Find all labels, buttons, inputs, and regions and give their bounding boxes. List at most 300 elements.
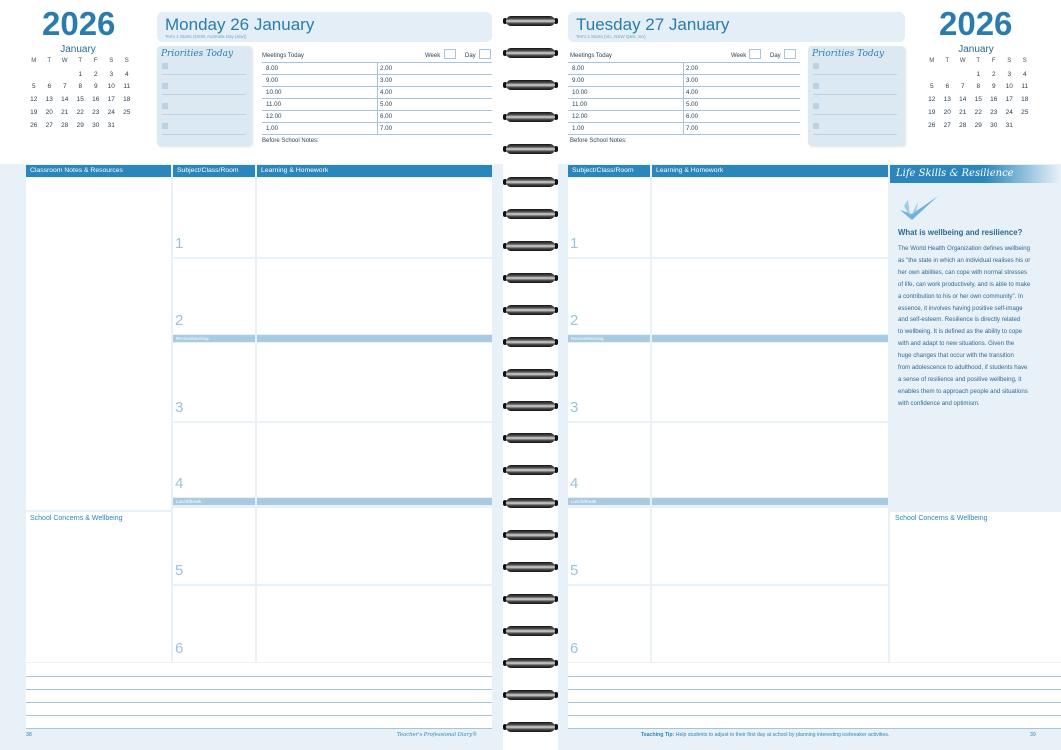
priority-bullet-icon xyxy=(162,63,168,69)
calendar-day[interactable]: 9 xyxy=(991,83,996,91)
spiral-ring xyxy=(503,273,558,283)
ring-wire xyxy=(506,177,555,187)
notes-line xyxy=(26,715,492,716)
calendar-day[interactable]: 27 xyxy=(943,121,951,129)
life-skills-line: her own abilities, can cope with normal stresses xyxy=(898,268,1028,276)
calendar-week-row xyxy=(924,93,1033,106)
right-mini-calendar xyxy=(924,55,1033,132)
life-skills-line: of life, can work productively, and is able to make xyxy=(898,280,1031,288)
notes-reflections-area[interactable] xyxy=(568,663,1061,729)
life-skills-line: essence, it involves having positive self-image xyxy=(898,304,1023,312)
spiral-ring xyxy=(503,626,558,636)
life-skills-line: with confidence and optimism. xyxy=(898,399,980,407)
calendar-weekday: W xyxy=(959,58,966,65)
meeting-time: 9.00 xyxy=(572,77,585,84)
calendar-day[interactable]: 7 xyxy=(960,83,965,91)
notes-line xyxy=(26,676,492,677)
ring-wire xyxy=(506,722,555,732)
calendar-weekday: F xyxy=(991,58,996,65)
period-number: 5 xyxy=(175,562,184,579)
period-learning-cell[interactable] xyxy=(257,343,492,421)
meeting-time: 5.00 xyxy=(380,101,393,108)
left-footer-brand: Teacher's Professional Diary® xyxy=(397,732,478,738)
calendar-day[interactable]: 18 xyxy=(1021,96,1029,104)
calendar-day[interactable]: 16 xyxy=(990,96,998,104)
calendar-day[interactable]: 5 xyxy=(929,83,934,91)
meeting-line[interactable] xyxy=(568,134,800,135)
calendar-weekday: T xyxy=(976,58,981,65)
left-term-note: Term 1 Starts (NSW, Australia Day (a/w)) xyxy=(165,34,247,39)
calendar-weekday: S xyxy=(1007,58,1012,65)
calendar-day[interactable]: 10 xyxy=(107,83,115,91)
calendar-weekday: S xyxy=(1022,58,1027,65)
ring-wire xyxy=(506,433,555,443)
recess-bar: Recess/Morning xyxy=(173,335,255,342)
calendar-weekday-row xyxy=(924,55,1033,68)
checkmark-icon xyxy=(898,192,940,224)
calendar-day[interactable]: 8 xyxy=(976,83,981,91)
lunch-learning-bar xyxy=(652,498,888,505)
life-skills-heading: What is wellbeing and resilience? xyxy=(898,228,1023,237)
calendar-weekday: T xyxy=(47,58,52,65)
right-priorities-title: Priorities Today xyxy=(812,49,885,59)
ring-wire xyxy=(506,112,555,122)
left-learning-header: Learning & Homework xyxy=(257,165,492,177)
period-learning-cell[interactable] xyxy=(257,508,492,584)
period-subject-cell[interactable] xyxy=(568,343,650,421)
right-concerns-area[interactable] xyxy=(890,512,1061,662)
meeting-time: 10.00 xyxy=(572,89,588,96)
meeting-time: 4.00 xyxy=(380,89,393,96)
spiral-ring xyxy=(503,562,558,572)
period-subject-cell[interactable] xyxy=(568,586,650,662)
left-concerns-label: School Concerns & Wellbeing xyxy=(30,515,123,522)
calendar-day[interactable]: 24 xyxy=(107,109,115,117)
meeting-time: 8.00 xyxy=(572,65,585,72)
right-page-number: 39 xyxy=(1030,732,1036,738)
life-skills-line: from adolescence to adulthood, if students have xyxy=(898,364,1028,372)
spiral-ring xyxy=(503,722,558,732)
calendar-day[interactable]: 3 xyxy=(1007,70,1012,78)
spiral-ring xyxy=(503,433,558,443)
calendar-week-row xyxy=(924,81,1033,94)
period-number: 2 xyxy=(570,312,579,329)
right-day-label: Day xyxy=(770,53,781,59)
teaching-tip xyxy=(641,732,889,738)
period-subject-cell[interactable] xyxy=(173,508,255,584)
life-skills-line: The World Health Organization defines wellbeing xyxy=(898,245,1030,252)
period-number: 6 xyxy=(570,640,579,657)
life-skills-header: Life Skills & Resilience xyxy=(890,165,1061,183)
meeting-time: 5.00 xyxy=(686,101,699,108)
calendar-day[interactable]: 23 xyxy=(990,109,998,117)
period-learning-cell[interactable] xyxy=(652,586,888,662)
meeting-time: 12.00 xyxy=(572,113,588,120)
calendar-day[interactable]: 11 xyxy=(1021,83,1029,91)
right-term-note: Term 1 Starts (Vic, NSW Q&D, SA) xyxy=(576,34,646,39)
lunch-learning-bar xyxy=(257,498,492,505)
left-day-label: Day xyxy=(465,53,476,59)
lunch-bar: Lunch/Break xyxy=(173,498,255,505)
calendar-week-row xyxy=(26,68,135,81)
meeting-time: 12.00 xyxy=(266,113,282,120)
notes-line xyxy=(26,728,492,729)
calendar-day[interactable]: 22 xyxy=(974,109,982,117)
calendar-weekday: F xyxy=(93,58,98,65)
right-priorities-box xyxy=(808,46,905,146)
calendar-day[interactable]: 29 xyxy=(974,121,982,129)
calendar-day[interactable]: 6 xyxy=(945,83,950,91)
calendar-day[interactable]: 21 xyxy=(959,109,967,117)
left-month-name: January xyxy=(60,44,96,55)
calendar-day[interactable]: 22 xyxy=(76,109,84,117)
calendar-weekday: T xyxy=(78,58,83,65)
calendar-day[interactable]: 2 xyxy=(991,70,996,78)
ring-wire xyxy=(506,16,555,26)
period-learning-cell[interactable] xyxy=(652,178,888,257)
priority-line[interactable] xyxy=(162,114,246,115)
left-priorities-box xyxy=(157,46,252,146)
period-learning-cell[interactable] xyxy=(652,508,888,584)
calendar-day[interactable]: 30 xyxy=(92,121,100,129)
ring-wire xyxy=(506,305,555,315)
ring-wire xyxy=(506,337,555,347)
calendar-day[interactable]: 1 xyxy=(976,70,981,78)
meeting-line[interactable] xyxy=(568,98,800,99)
period-subject-cell[interactable] xyxy=(173,178,255,257)
right-week-label: Week xyxy=(731,53,747,59)
calendar-day[interactable]: 6 xyxy=(47,83,52,91)
right-concerns-label: School Concerns & Wellbeing xyxy=(895,515,988,522)
left-concerns-area[interactable] xyxy=(26,512,171,662)
recess-learning-bar xyxy=(257,335,492,342)
calendar-day[interactable]: 10 xyxy=(1005,83,1013,91)
ring-wire xyxy=(506,369,555,379)
ring-wire xyxy=(506,498,555,508)
left-priorities-title: Priorities Today xyxy=(161,49,234,59)
right-day-checkbox[interactable] xyxy=(784,49,796,59)
priority-line[interactable] xyxy=(162,74,246,75)
priority-bullet-icon xyxy=(162,83,168,89)
calendar-day[interactable]: 20 xyxy=(943,109,951,117)
left-page xyxy=(0,0,503,750)
meeting-time: 1.00 xyxy=(266,125,279,132)
meetings-divider xyxy=(683,62,684,134)
calendar-day[interactable]: 7 xyxy=(62,83,67,91)
priority-line[interactable] xyxy=(813,94,897,95)
period-learning-cell[interactable] xyxy=(652,259,888,334)
calendar-day[interactable]: 20 xyxy=(45,109,53,117)
calendar-week-row xyxy=(924,68,1033,81)
notes-line xyxy=(26,689,492,690)
calendar-day[interactable]: 9 xyxy=(93,83,98,91)
calendar-day[interactable]: 16 xyxy=(92,96,100,104)
period-number: 2 xyxy=(175,312,184,329)
priority-bullet-icon xyxy=(162,103,168,109)
recess-learning-bar xyxy=(652,335,888,342)
period-subject-cell[interactable] xyxy=(173,586,255,662)
period-number: 1 xyxy=(570,235,579,252)
notes-line xyxy=(568,676,1061,677)
spiral-ring xyxy=(503,16,558,26)
right-subject-header: Subject/Class/Room xyxy=(568,165,650,177)
lunch-bar: Lunch/Break xyxy=(568,498,650,505)
calendar-day[interactable]: 23 xyxy=(92,109,100,117)
left-classroom-notes-area[interactable] xyxy=(26,178,171,510)
calendar-day[interactable]: 4 xyxy=(1022,70,1027,78)
meeting-line[interactable] xyxy=(568,86,800,87)
priority-bullet-icon xyxy=(813,123,819,129)
left-day-title: Monday 26 January xyxy=(165,15,315,34)
calendar-day[interactable]: 15 xyxy=(76,96,84,104)
calendar-day[interactable]: 14 xyxy=(959,96,967,104)
calendar-weekday: M xyxy=(929,58,935,65)
calendar-day[interactable]: 31 xyxy=(1005,121,1013,129)
ring-wire xyxy=(506,273,555,283)
recess-bar: Recess/Morning xyxy=(568,335,650,342)
meeting-time: 6.00 xyxy=(686,113,699,120)
teaching-tip-text: Help students to adjust to their first day at school by planning interesting icebreaker activities. xyxy=(675,732,890,738)
period-number: 6 xyxy=(175,640,184,657)
spiral-ring xyxy=(503,658,558,668)
ring-wire xyxy=(506,209,555,219)
calendar-week-row xyxy=(26,106,135,119)
right-meetings-title: Meetings Today xyxy=(570,53,612,59)
calendar-day[interactable]: 28 xyxy=(959,121,967,129)
calendar-day[interactable]: 12 xyxy=(30,96,38,104)
priority-bullet-icon xyxy=(813,83,819,89)
life-skills-text xyxy=(898,243,1048,410)
period-number: 5 xyxy=(570,562,579,579)
life-skills-line: enables them to approach people and situations xyxy=(898,387,1028,395)
left-day-checkbox[interactable] xyxy=(479,49,491,59)
meeting-time: 1.00 xyxy=(572,125,585,132)
calendar-day[interactable]: 30 xyxy=(990,121,998,129)
spiral-ring xyxy=(503,48,558,58)
right-month-name: January xyxy=(958,44,994,55)
calendar-day[interactable]: 26 xyxy=(928,121,936,129)
calendar-day[interactable]: 15 xyxy=(974,96,982,104)
calendar-week-row xyxy=(924,106,1033,119)
period-subject-cell[interactable] xyxy=(173,343,255,421)
life-skills-line: to wellbeing. It is defined as the ability to cope xyxy=(898,328,1022,336)
teaching-tip-label: Teaching Tip: xyxy=(641,732,675,738)
meeting-time: 3.00 xyxy=(380,77,393,84)
right-year: 2026 xyxy=(939,5,1013,42)
calendar-day[interactable]: 21 xyxy=(61,109,69,117)
ring-wire xyxy=(506,530,555,540)
spiral-ring xyxy=(503,369,558,379)
meeting-time: 11.00 xyxy=(572,101,588,108)
meeting-time: 3.00 xyxy=(686,77,699,84)
calendar-day[interactable]: 27 xyxy=(45,121,53,129)
period-number: 4 xyxy=(175,475,184,492)
spiral-ring xyxy=(503,144,558,154)
meeting-line[interactable] xyxy=(262,134,492,135)
left-subject-header: Subject/Class/Room xyxy=(173,165,255,177)
ring-wire xyxy=(506,401,555,411)
calendar-day[interactable]: 31 xyxy=(107,121,115,129)
calendar-day[interactable]: 8 xyxy=(78,83,83,91)
meeting-time: 2.00 xyxy=(380,65,393,72)
period-subject-cell[interactable] xyxy=(173,259,255,334)
calendar-day[interactable]: 17 xyxy=(107,96,115,104)
ring-wire xyxy=(506,80,555,90)
meeting-time: 7.00 xyxy=(380,125,393,132)
calendar-day[interactable]: 3 xyxy=(109,70,114,78)
right-before-school-notes: Before School Notes: xyxy=(570,138,627,144)
priority-line[interactable] xyxy=(813,114,897,115)
spiral-ring xyxy=(503,177,558,187)
period-subject-cell[interactable] xyxy=(568,259,650,334)
ring-wire xyxy=(506,144,555,154)
period-number: 1 xyxy=(175,235,184,252)
period-learning-cell[interactable] xyxy=(257,178,492,257)
spiral-ring xyxy=(503,305,558,315)
ring-wire xyxy=(506,241,555,251)
spiral-ring xyxy=(503,241,558,251)
period-subject-cell[interactable] xyxy=(568,423,650,497)
priority-line[interactable] xyxy=(162,134,246,135)
meeting-time: 10.00 xyxy=(266,89,282,96)
left-meetings-title: Meetings Today xyxy=(262,53,304,59)
left-mini-calendar xyxy=(26,55,135,132)
calendar-day[interactable]: 13 xyxy=(943,96,951,104)
calendar-weekday: S xyxy=(109,58,114,65)
period-learning-cell[interactable] xyxy=(257,586,492,662)
ring-wire xyxy=(506,48,555,58)
period-number: 3 xyxy=(175,399,184,416)
period-number: 3 xyxy=(570,399,579,416)
priority-line[interactable] xyxy=(813,74,897,75)
spiral-ring xyxy=(503,465,558,475)
priority-line[interactable] xyxy=(162,94,246,95)
meeting-time: 8.00 xyxy=(266,65,279,72)
calendar-day[interactable]: 19 xyxy=(928,109,936,117)
calendar-weekday: M xyxy=(31,58,37,65)
left-week-label: Week xyxy=(425,53,441,59)
calendar-day[interactable]: 25 xyxy=(123,109,131,117)
right-learning-header: Learning & Homework xyxy=(652,165,888,177)
calendar-day[interactable]: 19 xyxy=(30,109,38,117)
calendar-weekday-row xyxy=(26,55,135,68)
left-classroom-notes-header: Classroom Notes & Resources xyxy=(26,165,171,177)
notes-line xyxy=(26,702,492,703)
calendar-day[interactable]: 24 xyxy=(1005,109,1013,117)
spiral-ring xyxy=(503,690,558,700)
calendar-weekday: W xyxy=(61,58,68,65)
meeting-time: 4.00 xyxy=(686,89,699,96)
period-subject-cell[interactable] xyxy=(173,423,255,497)
left-week-checkbox[interactable] xyxy=(444,49,456,59)
notes-reflections-area[interactable] xyxy=(26,663,492,729)
meeting-time: 9.00 xyxy=(266,77,279,84)
priority-bullet-icon xyxy=(813,63,819,69)
calendar-week-row xyxy=(26,119,135,132)
period-learning-cell[interactable] xyxy=(257,259,492,334)
meeting-time: 7.00 xyxy=(686,125,699,132)
period-learning-cell[interactable] xyxy=(652,423,888,497)
calendar-day[interactable]: 29 xyxy=(76,121,84,129)
calendar-weekday: T xyxy=(945,58,950,65)
calendar-day[interactable]: 1 xyxy=(78,70,83,78)
right-week-checkbox[interactable] xyxy=(749,49,761,59)
period-subject-cell[interactable] xyxy=(568,508,650,584)
period-subject-cell[interactable] xyxy=(568,178,650,257)
calendar-day[interactable]: 18 xyxy=(123,96,131,104)
meeting-line[interactable] xyxy=(568,110,800,111)
right-page xyxy=(558,0,1061,750)
life-skills-line: a contribution to his or her own community". In xyxy=(898,292,1024,300)
meeting-line[interactable] xyxy=(568,122,800,123)
meeting-time: 11.00 xyxy=(266,101,282,108)
calendar-day[interactable]: 25 xyxy=(1021,109,1029,117)
calendar-day[interactable]: 12 xyxy=(928,96,936,104)
calendar-week-row xyxy=(924,119,1033,132)
calendar-day[interactable]: 26 xyxy=(30,121,38,129)
period-number: 4 xyxy=(570,475,579,492)
calendar-day[interactable]: 17 xyxy=(1005,96,1013,104)
ring-wire xyxy=(506,562,555,572)
calendar-day[interactable]: 14 xyxy=(61,96,69,104)
period-learning-cell[interactable] xyxy=(257,423,492,497)
calendar-day[interactable]: 2 xyxy=(93,70,98,78)
notes-line xyxy=(568,728,1061,729)
calendar-day[interactable]: 11 xyxy=(123,83,131,91)
spiral-ring xyxy=(503,112,558,122)
spiral-ring xyxy=(503,498,558,508)
calendar-week-row xyxy=(26,81,135,94)
spiral-ring xyxy=(503,80,558,90)
spiral-ring xyxy=(503,594,558,604)
meeting-time: 6.00 xyxy=(380,113,393,120)
calendar-week-row xyxy=(26,93,135,106)
calendar-day[interactable]: 13 xyxy=(45,96,53,104)
notes-line xyxy=(568,715,1061,716)
calendar-day[interactable]: 4 xyxy=(124,70,129,78)
period-learning-cell[interactable] xyxy=(652,343,888,421)
priority-bullet-icon xyxy=(162,123,168,129)
ring-wire xyxy=(506,690,555,700)
left-page-number: 38 xyxy=(26,732,32,738)
ring-wire xyxy=(506,658,555,668)
right-day-title: Tuesday 27 January xyxy=(576,15,730,34)
priority-line[interactable] xyxy=(813,134,897,135)
notes-line xyxy=(568,702,1061,703)
spiral-ring xyxy=(503,209,558,219)
notes-line xyxy=(568,689,1061,690)
life-skills-line: as "the state in which an individual realises his or xyxy=(898,256,1031,264)
calendar-day[interactable]: 5 xyxy=(31,83,36,91)
meeting-line[interactable] xyxy=(568,74,800,75)
spiral-ring xyxy=(503,401,558,411)
life-skills-line: and self-esteem. Resilience is directly related xyxy=(898,316,1021,324)
calendar-weekday: S xyxy=(124,58,129,65)
life-skills-line: huge changes that occur with the transition xyxy=(898,352,1014,360)
left-before-school-notes: Before School Notes: xyxy=(262,138,319,144)
spiral-ring xyxy=(503,337,558,347)
meeting-time: 2.00 xyxy=(686,65,699,72)
ring-wire xyxy=(506,626,555,636)
life-skills-line: a sense of resilience and positive wellbeing, it xyxy=(898,375,1022,383)
priority-bullet-icon xyxy=(813,103,819,109)
spiral-ring xyxy=(503,530,558,540)
calendar-day[interactable]: 28 xyxy=(61,121,69,129)
ring-wire xyxy=(506,465,555,475)
ring-wire xyxy=(506,594,555,604)
meetings-divider xyxy=(377,62,378,134)
life-skills-line: with and adapt to new situations. Given the xyxy=(898,340,1015,348)
